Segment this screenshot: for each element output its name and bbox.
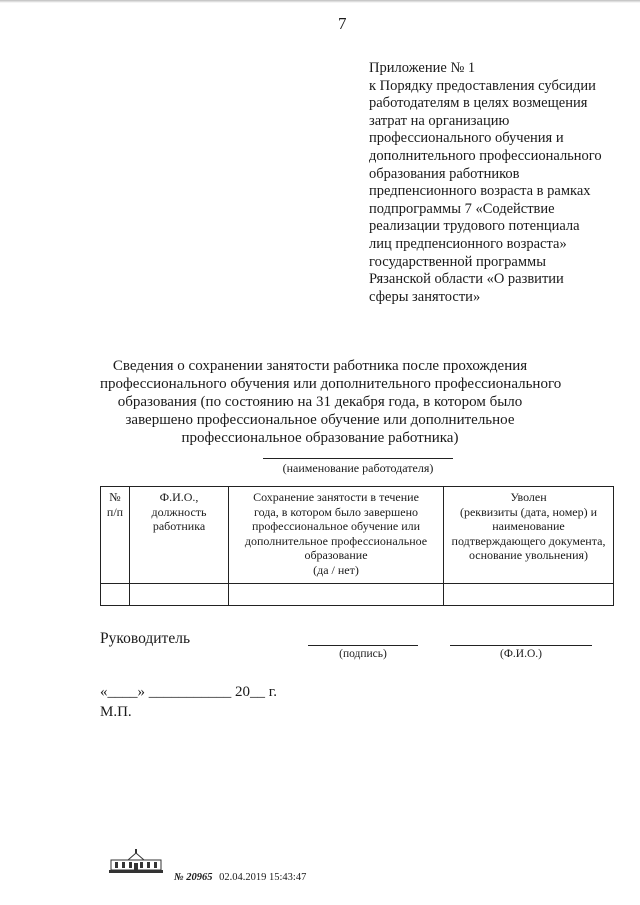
- table-cell[interactable]: [229, 584, 444, 606]
- header-number: № п/п: [101, 487, 130, 584]
- heading-line: завершено профессиональное обучение или дополнительное: [125, 412, 515, 428]
- registration-timestamp: 02.04.2019 15:43:47: [219, 872, 307, 883]
- page-number: 7: [338, 14, 347, 33]
- date-line: «____» ___________ 20__ г.: [100, 684, 277, 700]
- table-header-row: [101, 487, 614, 584]
- signature-line: [308, 645, 418, 646]
- appendix-line: Рязанской области «О развитии: [369, 271, 564, 288]
- full-name-caption: (Ф.И.О.): [500, 648, 542, 660]
- heading-line: Сведения о сохранении занятости работника после прохождения: [112, 358, 528, 374]
- employer-caption: (наименование работодателя): [282, 461, 434, 475]
- table-cell[interactable]: [444, 584, 614, 606]
- appendix-line: работодателям в целях возмещения: [369, 95, 588, 112]
- full-name-line: [450, 645, 592, 646]
- appendix-line: профессионального обучения и: [369, 130, 564, 147]
- manager-label: Руководитель: [100, 630, 191, 647]
- signature-caption: (подпись): [339, 648, 387, 660]
- appendix-line: затрат на организацию: [369, 112, 510, 129]
- appendix-block: [369, 60, 629, 306]
- registration-stamp: [174, 872, 306, 883]
- employment-table: [100, 486, 614, 606]
- employer-name-line: [263, 458, 453, 459]
- appendix-line: сферы занятости»: [369, 288, 481, 305]
- header-name-position: Ф.И.О., должность работника: [130, 487, 229, 584]
- scan-edge-shadow: [0, 0, 640, 3]
- registration-number: № 20965: [174, 872, 213, 883]
- heading-line: профессионального обучения или дополнительного профессионального: [100, 376, 562, 392]
- appendix-line: предпенсионного возраста в рамках: [369, 183, 591, 200]
- table-row: [101, 584, 614, 606]
- appendix-line: образования работников: [369, 165, 520, 182]
- appendix-line: к Порядку предоставления субсидии: [369, 77, 596, 94]
- appendix-line: подпрограммы 7 «Содействие: [369, 200, 555, 217]
- government-building-icon: [108, 848, 164, 874]
- table-cell[interactable]: [130, 584, 229, 606]
- heading-line: образования (по состоянию на 31 декабря года, в котором было: [117, 394, 523, 410]
- document-heading: [100, 357, 562, 447]
- appendix-line: реализации трудового потенциала: [369, 218, 580, 235]
- header-employment-kept: Сохранение занятости в течение года, в котором было завершено профессиональное обучение или дополнительное профессиональное образование (да / нет): [229, 487, 444, 584]
- heading-line: профессиональное образование работника): [181, 430, 459, 446]
- appendix-line: Приложение № 1: [369, 60, 476, 76]
- table-cell[interactable]: [101, 584, 130, 606]
- appendix-line: государственной программы: [369, 253, 546, 270]
- appendix-line: лиц предпенсионного возраста»: [369, 235, 567, 252]
- stamp-label: М.П.: [100, 704, 132, 720]
- header-dismissed: Уволен (реквизиты (дата, номер) и наименование подтверждающего документа, основание увольнения): [444, 487, 614, 584]
- appendix-line: дополнительного профессионального: [369, 147, 602, 164]
